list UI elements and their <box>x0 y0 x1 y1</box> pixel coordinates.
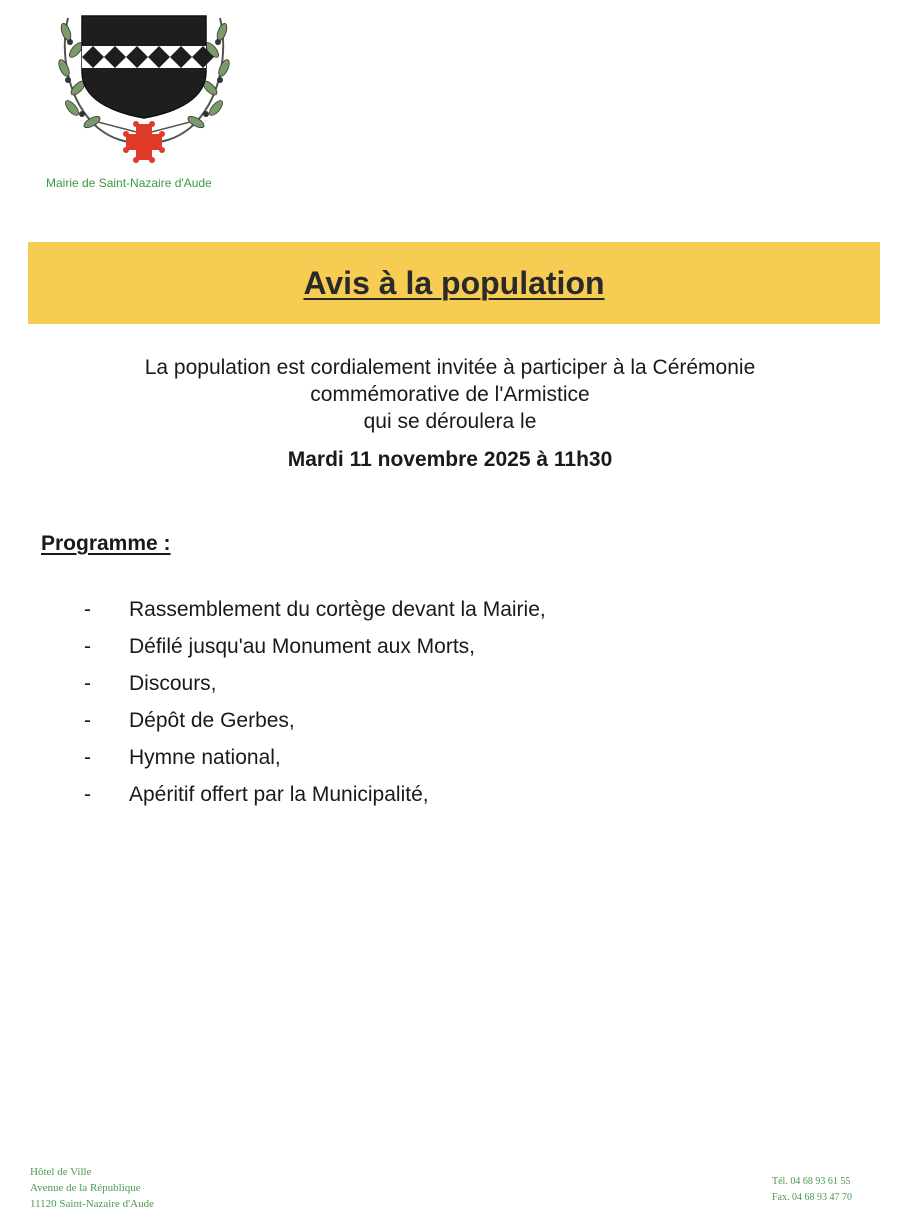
bullet-dash: - <box>84 783 91 806</box>
list-item-label: Défilé jusqu'au Monument aux Morts, <box>129 635 476 658</box>
mairie-caption: Mairie de Saint-Nazaire d'Aude <box>46 176 212 190</box>
invitation-text <box>0 354 900 435</box>
bullet-dash: - <box>84 709 91 732</box>
address-line: Avenue de la République <box>30 1182 141 1194</box>
page-title: Avis à la population <box>303 264 605 301</box>
invitation-line: La population est cordialement invitée à participer à la Cérémonie <box>144 356 756 379</box>
bullet-dash: - <box>84 598 91 621</box>
invitation-line: commémorative de l'Armistice <box>310 383 590 406</box>
list-item-label: Discours, <box>129 672 217 695</box>
list-item <box>84 746 844 783</box>
invitation-line: qui se déroulera le <box>363 410 537 433</box>
programme-list <box>84 598 844 820</box>
list-item-label: Apéritif offert par la Municipalité, <box>129 783 429 806</box>
ceremony-date: Mardi 11 novembre 2025 à 11h30 <box>287 448 613 471</box>
footer-address <box>30 1164 154 1212</box>
list-item <box>84 635 844 672</box>
bullet-dash: - <box>84 746 91 769</box>
list-item-label: Rassemblement du cortège devant la Mairie, <box>129 598 546 621</box>
list-item <box>84 783 844 820</box>
list-item <box>84 672 844 709</box>
fax-number: Fax. 04 68 93 47 70 <box>772 1192 852 1203</box>
title-banner <box>28 242 880 324</box>
bullet-dash: - <box>84 672 91 695</box>
footer-contact <box>772 1174 852 1206</box>
address-line: 11120 Saint-Nazaire d'Aude <box>30 1198 154 1210</box>
phone-number: Tél. 04 68 93 61 55 <box>772 1176 851 1187</box>
list-item <box>84 709 844 746</box>
address-line: Hôtel de Ville <box>30 1166 92 1178</box>
municipal-crest-logo <box>58 10 230 170</box>
list-item-label: Hymne national, <box>129 746 281 769</box>
bullet-dash: - <box>84 635 91 658</box>
crest-icon <box>58 10 230 170</box>
programme-heading: Programme : <box>41 532 171 555</box>
list-item <box>84 598 844 635</box>
list-item-label: Dépôt de Gerbes, <box>129 709 295 732</box>
